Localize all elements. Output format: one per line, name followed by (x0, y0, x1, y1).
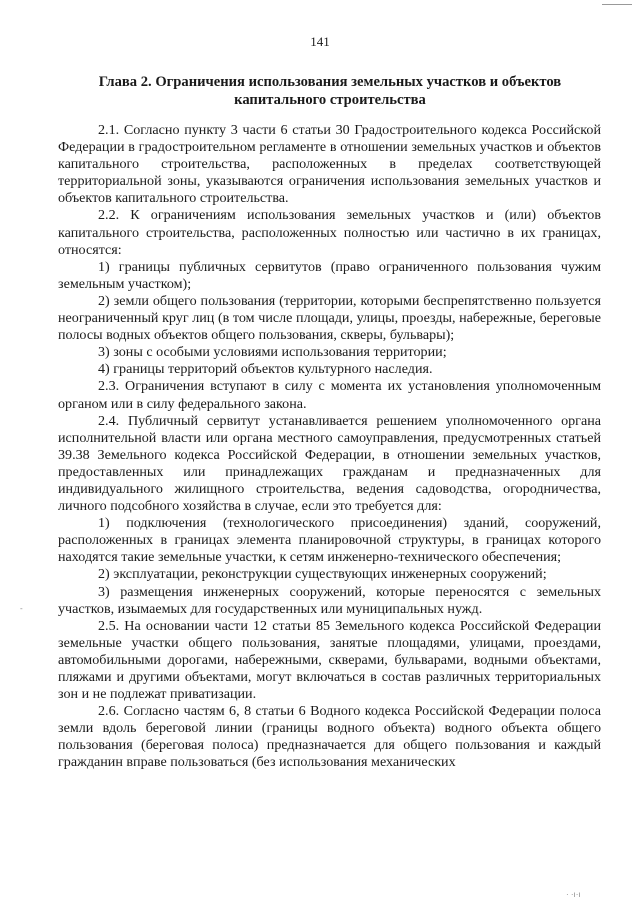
list-item-1: 1) границы публичных сервитутов (право ограниченного пользования чужим земельным участком); (58, 258, 601, 292)
scan-edge-mark (602, 0, 632, 5)
document-body (58, 122, 601, 772)
scan-artifact: - (20, 604, 23, 613)
servitude-item-3: 3) размещения инженерных сооружений, которые переносятся с земельных участков, изымаемых для государственных или муниципальных нужд. (58, 583, 601, 617)
paragraph-2-6: 2.6. Согласно частям 6, 8 статьи 6 Водного кодекса Российской Федерации полоса земли вдоль береговой линии (границы водного объекта) водного объекта общего пользования (береговая полоса) предназначается для общего пользования и каждый гражданин вправе пользоваться (без использования механических (58, 703, 601, 771)
list-item-4: 4) границы территорий объектов культурного наследия. (98, 361, 433, 378)
scan-artifact: · ·ı·ı (566, 890, 581, 899)
paragraph-2-2: 2.2. К ограничениям использования земельных участков и (или) объектов капитального строительства, расположенных полностью или частично в их границах, относятся: (58, 207, 601, 258)
paragraph-2-4: 2.4. Публичный сервитут устанавливается решением уполномоченного органа исполнительной власти или органа местного самоуправления, предусмотренных статьей 39.38 Земельного кодекса Российской Федерации, в отношении земельных участков, предоставленных или принадлежащих гражданам и предназначенных для индивидуального жилищного строительства, ведения садоводства, огородничества, личного подсобного хозяйства в случае, если это требуется для: (58, 412, 601, 515)
list-item-3: 3) зоны с особыми условиями использования территории; (98, 344, 447, 361)
paragraph-2-1: 2.1. Согласно пункту 3 части 6 статьи 30 Градостроительного кодекса Российской Федерации в градостроительном регламенте в отношении земельных участков и объектов капитального строительства, расположенных в пределах соответствующей территориальной зоны, указываются ограничения использования земельных участков и объектов капитального строительства. (58, 122, 601, 207)
chapter-title: Глава 2. Ограничения использования земельных участков и объектов капитального строительства (98, 74, 562, 108)
servitude-item-1: 1) подключения (технологического присоединения) зданий, сооружений, расположенных в границах элемента планировочной структуры, в границах которого находятся такие земельные участки, к сетям инженерно-технического обеспечения; (58, 515, 601, 566)
paragraph-2-5: 2.5. На основании части 12 статьи 85 Земельного кодекса Российской Федерации земельные участки общего пользования, занятые площадями, улицами, проездами, автомобильными дорогами, набережными, скверами, бульварами, водными объектами, пляжами и другими объектами, могут включаться в состав различных территориальных зон и не подлежат приватизации. (58, 617, 601, 703)
servitude-item-2: 2) эксплуатации, реконструкции существующих инженерных сооружений; (98, 566, 547, 583)
page-number: 141 (310, 34, 330, 49)
paragraph-2-3: 2.3. Ограничения вступают в силу с момента их установления уполномоченным органом или в силу федерального закона. (58, 378, 601, 412)
list-item-2: 2) земли общего пользования (территории, которыми беспрепятственно пользуется неограниченный круг лиц (в том числе площади, улицы, проезды, набережные, береговые полосы водных объектов общего пользования, скверы, бульвары); (58, 292, 601, 344)
